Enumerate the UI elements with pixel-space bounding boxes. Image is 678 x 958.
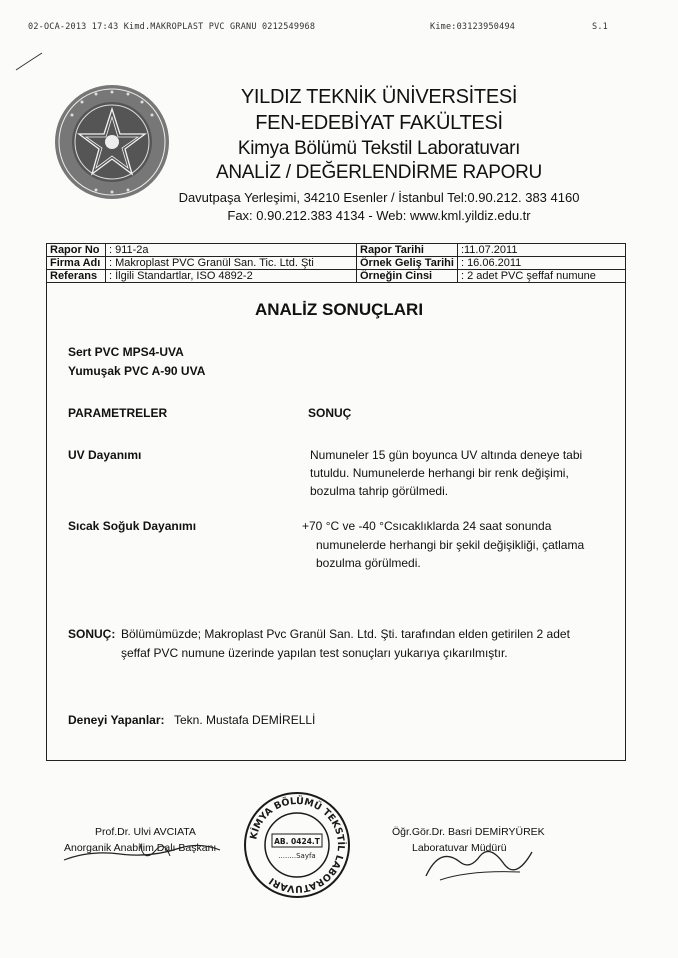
result-heading: SONUÇ <box>308 406 352 420</box>
reference-label: Referans <box>47 270 106 283</box>
stamp-code: AB. 0424.T <box>274 837 320 846</box>
sample-type-value: : 2 adet PVC şeffaf numune <box>457 270 625 283</box>
sample-type-label: Örneğin Cinsi <box>357 270 458 283</box>
conclusion-line-1: Bölümümüzde; Makroplast Pvc Granül San. Ltd. Şti. tarafından elden getirilen 2 adet <box>121 627 570 641</box>
fax-header-page: S.1 <box>592 22 608 32</box>
laboratory-stamp <box>242 790 352 900</box>
university-name: YILDIZ TEKNİK ÜNİVERSİTESİ <box>240 86 518 108</box>
fax-header-recipient: Kime:03123950494 <box>430 22 516 32</box>
report-no-value: : 911-2a <box>106 244 357 257</box>
result-uv-line-1: Numuneler 15 gün boyunca UV altında deneye tabi <box>310 448 583 462</box>
right-signature <box>420 836 540 890</box>
tester-label: Deneyi Yapanlar: <box>68 713 165 727</box>
report-date-value: :11.07.2011 <box>457 244 625 257</box>
left-signatory-name: Prof.Dr. Ulvi AVCIATA <box>95 826 196 838</box>
company-value: : Makroplast PVC Granül San. Tic. Ltd. Şti <box>106 257 357 270</box>
tester-name: Tekn. Mustafa DEMİRELLİ <box>174 713 316 727</box>
sample-1-name: Sert PVC MPS4-UVA <box>68 345 184 359</box>
stamp-page: ........Sayfa <box>278 852 316 860</box>
sample-arrival-date-value: : 16.06.2011 <box>457 257 625 270</box>
result-hotcold-line-2: numunelerde herhangi bir şekil değişikliği, çatlama <box>316 538 585 552</box>
param-hot-cold-resistance: Sıcak Soğuk Dayanımı <box>68 519 197 533</box>
report-type-title: ANALİZ / DEĞERLENDİRME RAPORU <box>216 162 542 183</box>
stamp-ring-text: KİMYA BÖLÜMÜ TEKSTİL LABORATUVARI <box>248 795 347 895</box>
param-uv-resistance: UV Dayanımı <box>68 448 142 462</box>
company-label: Firma Adı <box>47 257 106 270</box>
result-uv-line-3: bozulma tahrip görülmedi. <box>310 484 449 498</box>
fax-header-left: 02-OCA-2013 17:43 Kimd.MAKROPLAST PVC GRANU 0212549968 <box>28 22 316 32</box>
fax-web-line: Fax: 0.90.212.383 4134 - Web: www.kml.yildiz.edu.tr <box>227 208 531 223</box>
address-line: Davutpaşa Yerleşimi, 34210 Esenler / İstanbul Tel:0.90.212. 383 4160 <box>178 190 580 205</box>
left-signatory-title: Anorganik Anabilim Dalı Başkanı <box>64 842 217 854</box>
conclusion-line-2: şeffaf PVC numune üzerinde yapılan test sonuçları yukarıya çıkarılmıştır. <box>121 646 508 660</box>
table-row <box>47 244 626 257</box>
result-hotcold-line-3: bozulma görülmedi. <box>316 556 421 570</box>
parameters-heading: PARAMETRELER <box>68 406 168 420</box>
result-hotcold-line-1: +70 °C ve -40 °Csıcaklıklarda 24 saat sonunda <box>302 519 552 533</box>
right-signatory-name: Öğr.Gör.Dr. Basri DEMİRYÜREK <box>392 826 545 838</box>
conclusion-label: SONUÇ: <box>68 627 116 641</box>
right-signatory-title: Laboratuvar Müdürü <box>412 842 507 854</box>
report-info-table <box>46 243 626 283</box>
left-signature <box>60 830 230 870</box>
reference-value: : İlgili Standartlar, ISO 4892-2 <box>106 270 357 283</box>
report-frame <box>46 243 626 761</box>
faculty-name: FEN-EDEBİYAT FAKÜLTESİ <box>255 112 503 134</box>
sample-2-name: Yumuşak PVC A-90 UVA <box>68 364 206 378</box>
table-row <box>47 257 626 270</box>
pen-mark <box>14 50 44 74</box>
report-no-label: Rapor No <box>47 244 106 257</box>
sample-arrival-date-label: Örnek Geliş Tarihi <box>357 257 458 270</box>
laboratory-name: Kimya Bölümü Tekstil Laboratuvarı <box>237 138 521 159</box>
report-date-label: Rapor Tarihi <box>357 244 458 257</box>
results-title: ANALİZ SONUÇLARI <box>254 300 424 319</box>
table-row <box>47 270 626 283</box>
result-uv-line-2: tutuldu. Numunelerde herhangi bir renk değişimi, <box>310 466 569 480</box>
